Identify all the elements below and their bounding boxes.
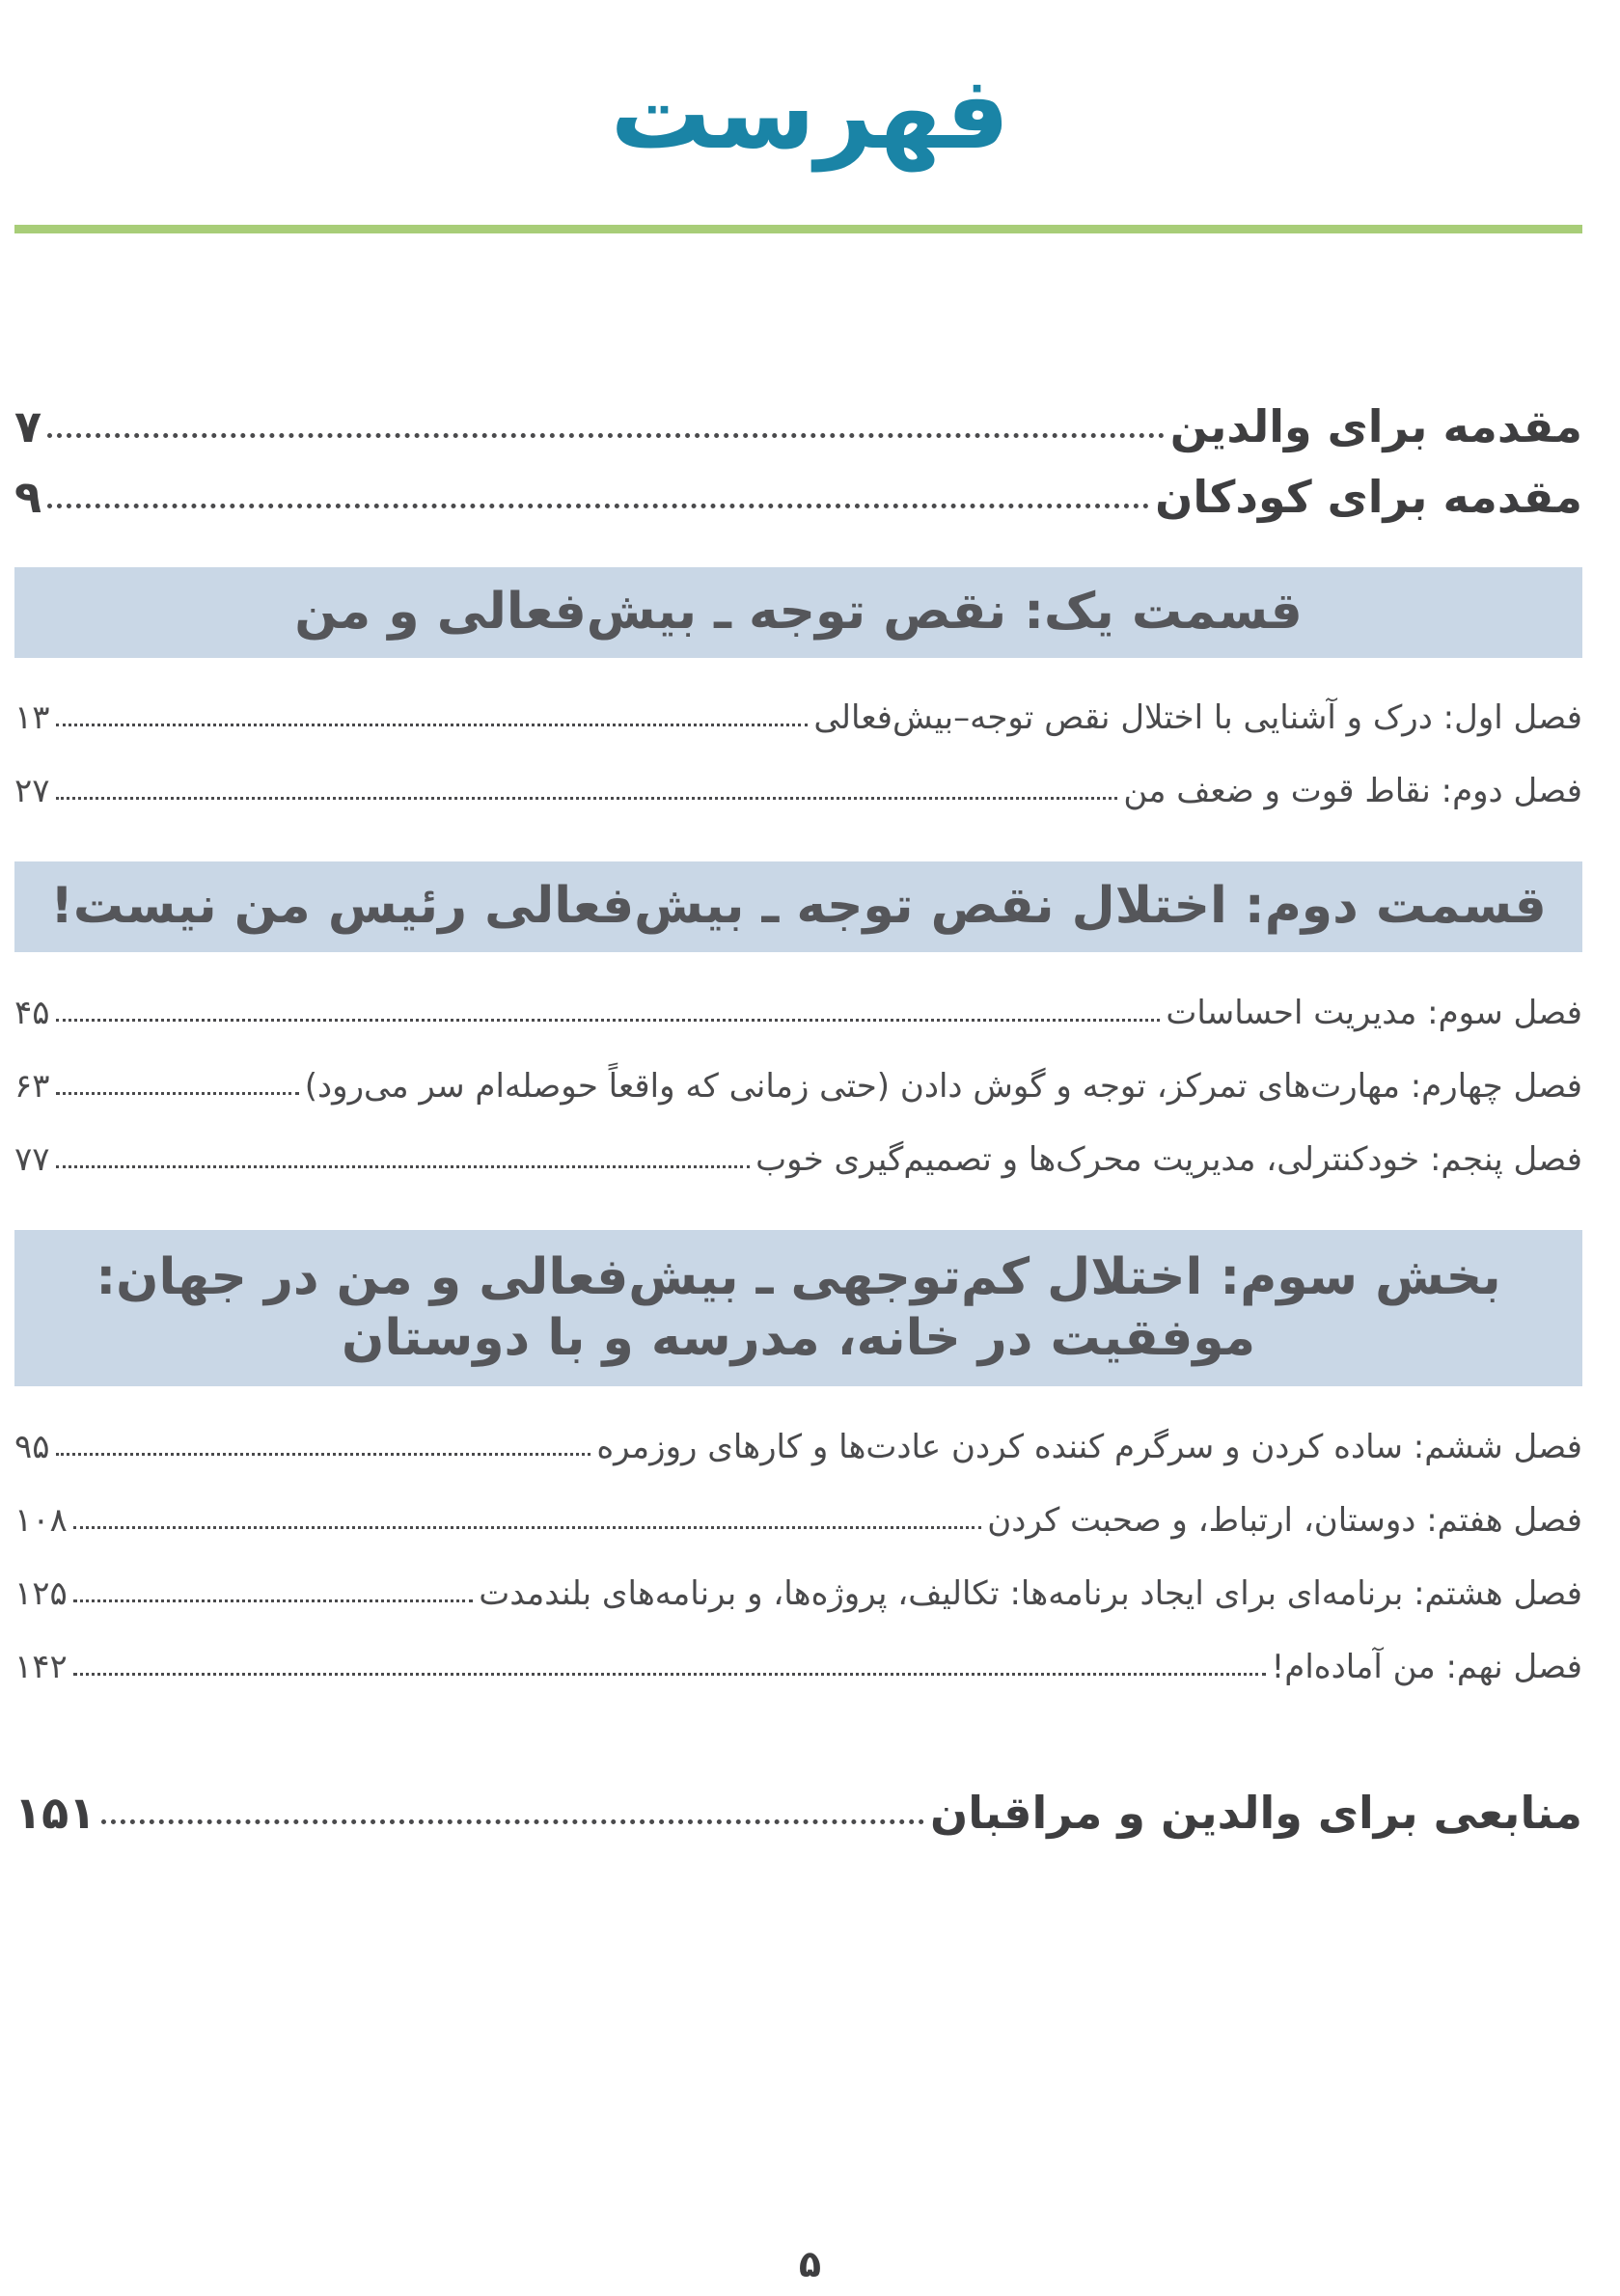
toc-entry-page: ۴۵ (14, 994, 50, 1032)
toc-entry-label: فصل هشتم: برنامه‌ای برای ایجاد برنامه‌ها: تکالیف، پروژه‌ها، و برنامه‌های بلندمدت (479, 1574, 1582, 1613)
part-heading-line: قسمت یک: نقص توجه ـ بیش‌فعالی و من (294, 583, 1303, 642)
page-number: ۵ (798, 2243, 822, 2285)
toc-entry-label: مقدمه برای کودکان (1155, 471, 1582, 523)
dot-leader (101, 1819, 924, 1824)
toc-entry-page: ۷۷ (14, 1140, 50, 1179)
part-heading-1 (14, 567, 1582, 658)
dot-leader (73, 1599, 473, 1602)
dot-leader (73, 1526, 981, 1529)
toc-entry-label: فصل سوم: مدیریت احساسات (1166, 994, 1582, 1032)
toc-entry-chapter-7[interactable] (14, 1501, 1582, 1540)
dot-leader (56, 1019, 1161, 1022)
toc-entry-page: ۹۵ (14, 1428, 50, 1466)
toc-entry-chapter-8[interactable] (14, 1574, 1582, 1613)
part-heading-3 (14, 1230, 1582, 1386)
toc-entry-page: ۶۳ (14, 1067, 50, 1106)
toc-entry-label: فصل دوم: نقاط قوت و ضعف من (1123, 772, 1582, 810)
toc-entry-label: فصل نهم: من آماده‌ام! (1271, 1648, 1582, 1686)
toc-entry-chapter-9[interactable] (14, 1648, 1582, 1686)
toc-entry-resources[interactable] (14, 1787, 1582, 1839)
dot-leader (47, 433, 1165, 438)
toc-entry-page: ۷ (14, 400, 42, 452)
toc-entry-page: ۱۳ (14, 698, 50, 737)
toc-entry-label: فصل اول: درک و آشنایی با اختلال نقص توجه–بیش‌فعالی (813, 698, 1582, 737)
toc-entry-page: ۱۰۸ (14, 1501, 68, 1540)
dot-leader (56, 724, 809, 726)
toc-entry-chapter-5[interactable] (14, 1140, 1582, 1179)
toc-entry-label: فصل چهارم: مهارت‌های تمرکز، توجه و گوش دادن (حتی زمانی که واقعاً حوصله‌ام سر می‌رود) (304, 1067, 1582, 1106)
toc-entry-label: فصل پنجم: خودکنترلی، مدیریت محرک‌ها و تصمیم‌گیری خوب (755, 1140, 1582, 1179)
part-heading-line: قسمت دوم: اختلال نقص توجه ـ بیش‌فعالی رئیس من نیست! (50, 877, 1547, 936)
part-heading-line: بخش سوم: اختلال کم‌توجهی ـ بیش‌فعالی و من در جهان: (96, 1247, 1501, 1306)
dot-leader (73, 1673, 1266, 1676)
toc-entry-page: ۹ (14, 471, 42, 523)
part-heading-line: موفقیت در خانه، مدرسه و با دوستان (341, 1309, 1256, 1367)
dot-leader (56, 1453, 591, 1456)
toc-entry-label: مقدمه برای والدین (1169, 400, 1582, 452)
page-title: فهرست (610, 54, 1010, 172)
toc-entry-chapter-2[interactable] (14, 772, 1582, 810)
toc-entry-chapter-3[interactable] (14, 994, 1582, 1032)
toc-entry-page: ۱۲۵ (14, 1574, 68, 1613)
dot-leader (56, 1092, 299, 1095)
title-divider (14, 225, 1582, 233)
toc-entry-label: فصل ششم: ساده کردن و سرگرم کننده کردن عادت‌ها و کارهای روزمره (596, 1428, 1582, 1466)
toc-entry-chapter-1[interactable] (14, 698, 1582, 737)
toc-entry-label: منابعی برای والدین و مراقبان (930, 1787, 1582, 1839)
toc-entry-page: ۱۵۱ (14, 1787, 96, 1839)
dot-leader (47, 504, 1149, 508)
toc-entry-page: ۲۷ (14, 772, 50, 810)
toc-entry-intro-children[interactable] (14, 471, 1582, 523)
part-heading-2 (14, 861, 1582, 952)
toc-entry-chapter-4[interactable] (14, 1067, 1582, 1106)
toc-entry-intro-parents[interactable] (14, 400, 1582, 452)
toc-entry-chapter-6[interactable] (14, 1428, 1582, 1466)
dot-leader (56, 797, 1118, 800)
toc-entry-page: ۱۴۲ (14, 1648, 68, 1686)
dot-leader (56, 1165, 751, 1168)
toc-entry-label: فصل هفتم: دوستان، ارتباط، و صحبت کردن (987, 1501, 1582, 1540)
